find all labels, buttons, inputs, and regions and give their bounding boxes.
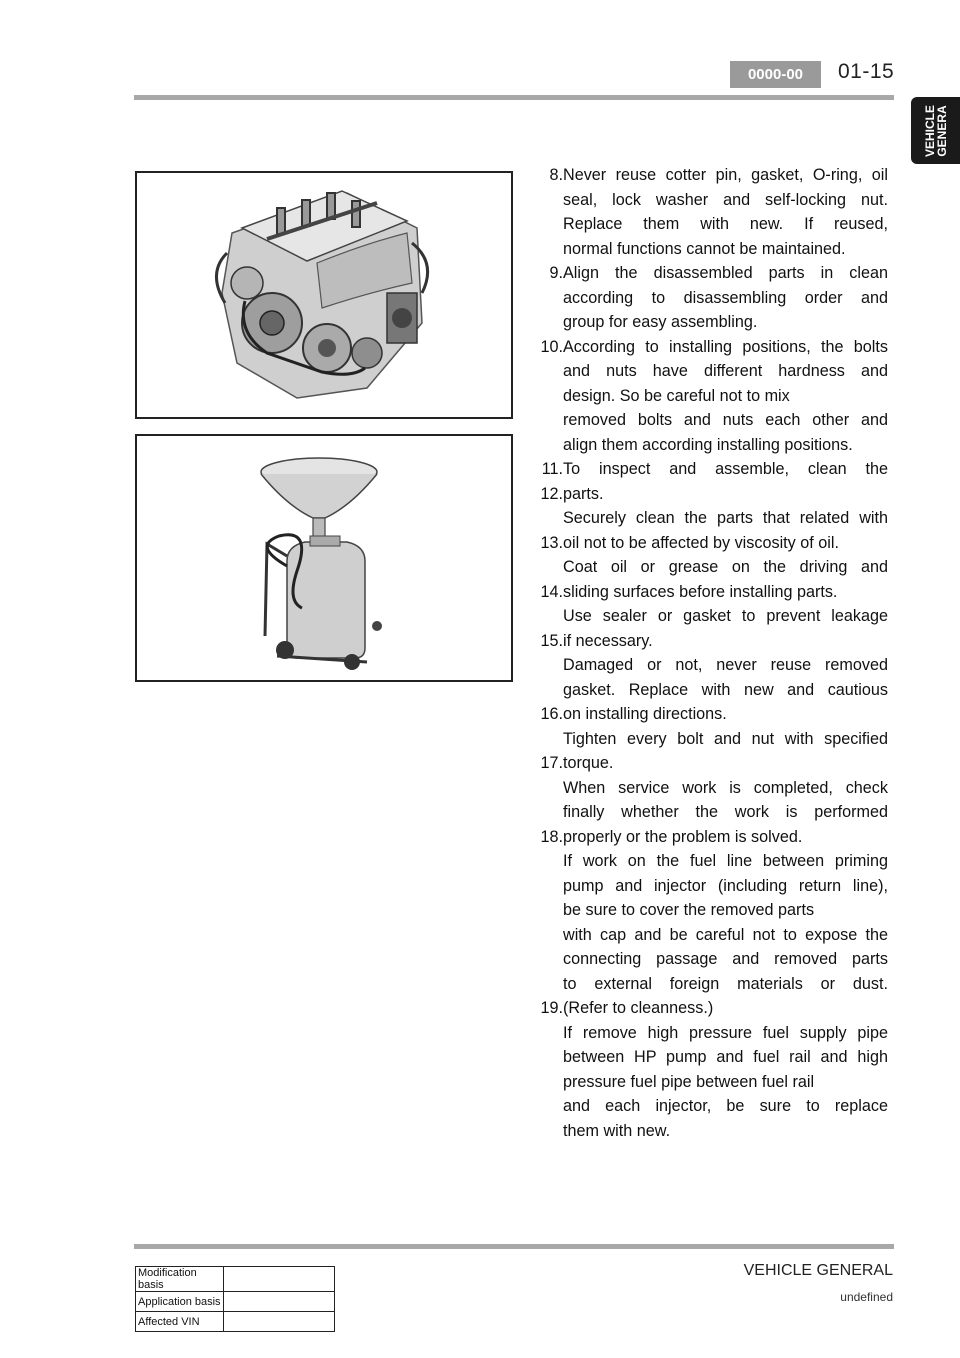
list-item-text: pump and injector (including return line), bbox=[563, 876, 888, 895]
modification-basis-value bbox=[224, 1267, 335, 1292]
list-item bbox=[514, 261, 888, 286]
list-item-text: Never reuse cotter pin, gasket, O-ring, oil bbox=[563, 166, 888, 184]
side-tab-label bbox=[924, 104, 948, 156]
list-item-text: normal functions cannot be maintained. bbox=[563, 239, 846, 258]
list-item-text: parts. bbox=[563, 484, 604, 503]
modification-table bbox=[135, 1266, 335, 1332]
section-code-badge: 0000-00 bbox=[730, 61, 821, 88]
list-item-text: on installing directions. bbox=[563, 705, 727, 723]
list-item bbox=[514, 482, 888, 507]
list-item-number: 10. bbox=[540, 337, 563, 356]
list-item bbox=[514, 310, 888, 335]
oil-drain-funnel-image bbox=[135, 434, 513, 682]
list-item-text: To inspect and assemble, clean the bbox=[563, 460, 888, 478]
list-item-text: According to installing positions, the bolts bbox=[563, 337, 888, 356]
list-item-text: with cap and be careful not to expose the bbox=[563, 925, 888, 944]
list-item bbox=[514, 972, 888, 997]
list-item bbox=[514, 335, 888, 360]
list-item bbox=[514, 506, 888, 531]
instruction-list bbox=[514, 163, 888, 1143]
list-item bbox=[514, 1094, 888, 1119]
list-item-text: and each injector, be sure to replace bbox=[563, 1097, 888, 1115]
list-item-text: pressure fuel pipe between fuel rail bbox=[563, 1072, 815, 1091]
side-tab-label-line2: GENERA bbox=[934, 104, 949, 157]
list-item bbox=[514, 800, 888, 825]
list-item-text: gasket. Replace with new and cautious bbox=[563, 680, 888, 699]
list-item-text: sliding surfaces before installing parts. bbox=[563, 582, 838, 601]
list-item bbox=[514, 384, 888, 409]
list-item bbox=[514, 286, 888, 311]
engine-assembly-image bbox=[135, 171, 513, 419]
list-item bbox=[514, 212, 888, 237]
list-item-text: connecting passage and removed parts bbox=[563, 950, 888, 968]
list-item bbox=[514, 359, 888, 384]
footer-subtitle: undefined bbox=[840, 1290, 893, 1304]
table-row bbox=[136, 1267, 335, 1292]
list-item-number: 15. bbox=[540, 631, 563, 650]
list-item bbox=[514, 580, 888, 605]
list-item bbox=[514, 1021, 888, 1046]
list-item bbox=[514, 1119, 888, 1144]
list-item bbox=[514, 776, 888, 801]
list-item bbox=[514, 629, 888, 654]
list-item-number: 8. bbox=[549, 166, 563, 184]
affected-vin-value bbox=[224, 1312, 335, 1332]
list-item bbox=[514, 702, 888, 727]
list-item bbox=[514, 555, 888, 580]
list-item bbox=[514, 678, 888, 703]
list-item-number: 19. bbox=[540, 999, 563, 1017]
list-item-text: properly or the problem is solved. bbox=[563, 827, 803, 846]
list-item bbox=[514, 874, 888, 899]
list-item-text: Securely clean the parts that related with bbox=[563, 509, 888, 527]
header-divider bbox=[134, 95, 894, 100]
list-item-text: removed bolts and nuts each other and bbox=[563, 411, 888, 429]
application-basis-label: Application basis bbox=[136, 1292, 224, 1312]
list-item-text: finally whether the work is performed bbox=[563, 803, 888, 821]
list-item-text: (Refer to cleanness.) bbox=[563, 999, 714, 1017]
list-item bbox=[514, 727, 888, 752]
list-item bbox=[514, 898, 888, 923]
list-item-text: Align the disassembled parts in clean bbox=[563, 264, 888, 282]
application-basis-value bbox=[224, 1292, 335, 1312]
side-tab-label-line1: VEHICLE bbox=[922, 104, 937, 157]
list-item bbox=[514, 1070, 888, 1095]
list-item-text: oil not to be affected by viscosity of oil. bbox=[563, 533, 839, 552]
list-item bbox=[514, 531, 888, 556]
list-item-text: seal, lock washer and self-locking nut. bbox=[563, 190, 888, 209]
list-item-text: and nuts have different hardness and bbox=[563, 362, 888, 380]
list-item bbox=[514, 947, 888, 972]
affected-vin-label: Affected VIN bbox=[136, 1312, 224, 1332]
list-item-text: align them according installing positions. bbox=[563, 435, 853, 454]
list-item-number: 18. bbox=[540, 827, 563, 846]
modification-basis-label: Modification basis bbox=[136, 1267, 224, 1292]
list-item bbox=[514, 457, 888, 482]
list-item bbox=[514, 653, 888, 678]
list-item-text: between HP pump and fuel rail and high bbox=[563, 1048, 888, 1066]
page-number: 01-15 bbox=[838, 60, 895, 83]
list-item bbox=[514, 237, 888, 262]
chapter-side-tab[interactable] bbox=[911, 97, 960, 164]
list-item-text: When service work is completed, check bbox=[563, 778, 888, 797]
footer-divider bbox=[134, 1244, 894, 1249]
list-item-text: torque. bbox=[563, 754, 614, 772]
table-row bbox=[136, 1312, 335, 1332]
funnel-cart-illustration bbox=[137, 436, 511, 680]
list-item-text: Coat oil or grease on the driving and bbox=[563, 558, 888, 576]
footer-chapter-title: VEHICLE GENERAL bbox=[743, 1262, 893, 1279]
table-row bbox=[136, 1292, 335, 1312]
list-item-number: 13. bbox=[540, 533, 563, 552]
list-item-text: If work on the fuel line between priming bbox=[563, 852, 888, 870]
list-item bbox=[514, 188, 888, 213]
list-item bbox=[514, 996, 888, 1021]
list-item-text: if necessary. bbox=[563, 631, 653, 650]
list-item-number: 12. bbox=[540, 484, 563, 503]
list-item-text: Damaged or not, never reuse removed bbox=[563, 656, 888, 674]
list-item-number: 16. bbox=[540, 705, 563, 723]
list-item bbox=[514, 604, 888, 629]
list-item bbox=[514, 825, 888, 850]
list-item-text: Tighten every bolt and nut with specified bbox=[563, 729, 888, 748]
list-item-text: Use sealer or gasket to prevent leakage bbox=[563, 607, 888, 625]
list-item-text: design. So be careful not to mix bbox=[563, 386, 790, 405]
list-item bbox=[514, 163, 888, 188]
list-item-text: them with new. bbox=[563, 1121, 671, 1140]
list-item-text: If remove high pressure fuel supply pipe bbox=[563, 1023, 888, 1042]
list-item bbox=[514, 923, 888, 948]
list-item bbox=[514, 751, 888, 776]
list-item-number: 14. bbox=[540, 582, 563, 601]
list-item-text: be sure to cover the removed parts bbox=[563, 901, 815, 919]
list-item-text: according to disassembling order and bbox=[563, 288, 888, 307]
list-item-number: 17. bbox=[540, 754, 563, 772]
list-item-text: Replace them with new. If reused, bbox=[563, 215, 888, 233]
list-item bbox=[514, 849, 888, 874]
engine-illustration bbox=[137, 173, 511, 417]
list-item-number: 9. bbox=[549, 264, 563, 282]
list-item-text: group for easy assembling. bbox=[563, 313, 758, 331]
list-item bbox=[514, 408, 888, 433]
list-item-number: 11. bbox=[541, 460, 563, 478]
list-item bbox=[514, 1045, 888, 1070]
list-item-text: to external foreign materials or dust. bbox=[563, 974, 888, 993]
list-item bbox=[514, 433, 888, 458]
